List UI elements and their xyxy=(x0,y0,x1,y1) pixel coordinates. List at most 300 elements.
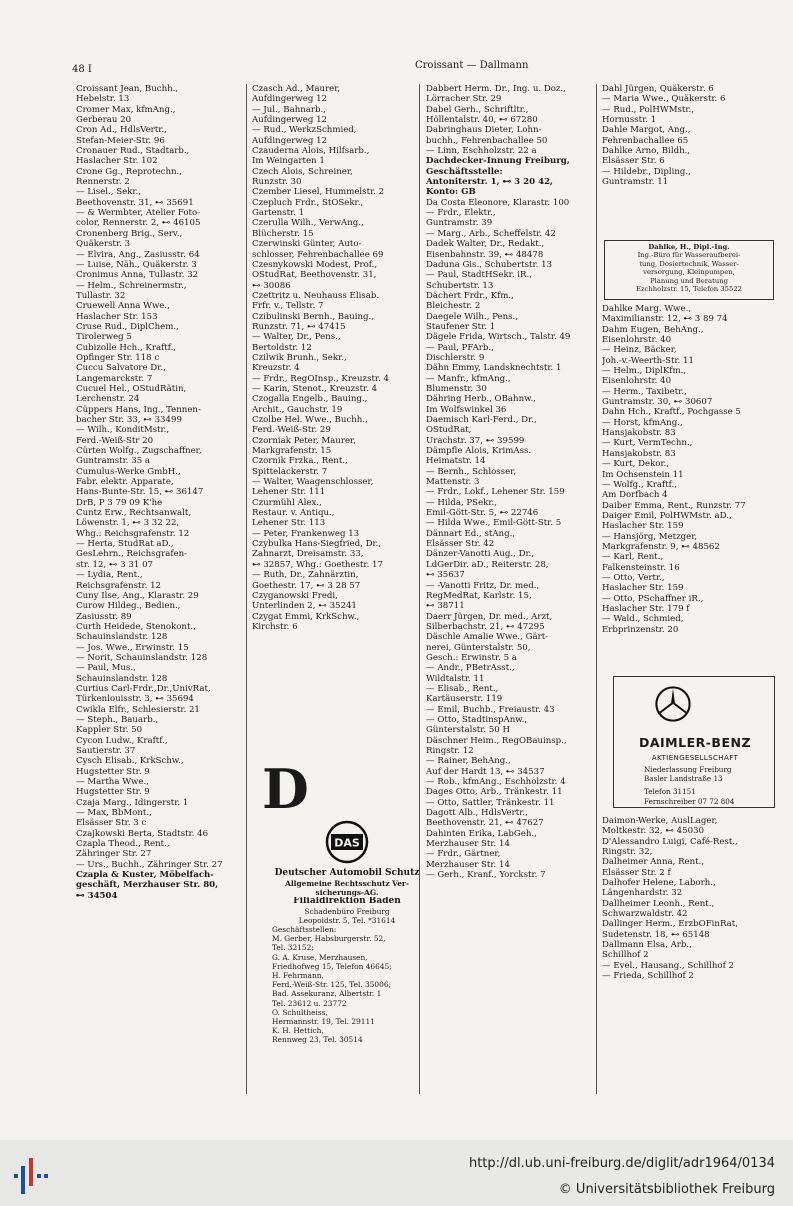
ad-line: Hermannstr. 19, Tel. 29111 xyxy=(272,1017,375,1027)
das-logo-text: DAS xyxy=(334,836,360,850)
directory-entry-line: Czepluch Frdr., StOSekr., xyxy=(252,197,364,208)
directory-entry-line: ⊷ 32857, Whg.: Goethestr. 17 xyxy=(252,559,383,570)
daimler-subtitle: AKTIENGESELLSCHAFT xyxy=(651,753,739,762)
directory-entry-line: Dadek Walter, Dr., Redakt., xyxy=(426,239,545,250)
directory-entry-line: — Frdr., RegOInsp., Kreuzstr. 4 xyxy=(252,373,390,384)
directory-entry-line: — Paul, Mus., xyxy=(76,663,136,674)
directory-entry-line: Guntramstr. 35 a xyxy=(76,456,151,467)
directory-entry-line: Silberbachstr. 21, ⊷ 47295 xyxy=(426,621,545,632)
directory-entry-line: Curtius Carl-Frdr.,Dr.,UnivRat, xyxy=(76,683,211,694)
ad-line: Leopoldstr. 5, Tel. *31614 xyxy=(298,915,396,925)
directory-entry-line: Dabbert Herm. Dr., Ing. u. Doz., xyxy=(426,84,566,94)
directory-entry-line: Czygat Emmi, KrkSchw., xyxy=(252,611,360,622)
directory-entry-line: Elsässer Str. 42 xyxy=(426,539,495,550)
directory-entry-line: Lörracher Str. 29 xyxy=(426,94,502,105)
directory-entry-line: Lehener Str. 111 xyxy=(252,487,326,498)
directory-entry-line: — Bernh., Schlosser, xyxy=(426,466,517,477)
ad-line: H. Fehrmann, xyxy=(272,971,324,981)
directory-entry-line: Joh.-v.-Weerth-Str. 11 xyxy=(602,355,694,366)
directory-entry-line: — Heinz, Bäcker, xyxy=(602,345,677,356)
directory-entry-line: Dages Otto, Arb., Tränkestr. 11 xyxy=(426,787,563,798)
ad-line: Planung und Beratung xyxy=(650,276,728,285)
ad-line: Filialdirektion Baden xyxy=(293,897,401,907)
directory-entry-line: Blücherstr. 15 xyxy=(252,228,314,239)
directory-entry-line: Cürten Wolfg., Zugschaffner, xyxy=(76,446,202,457)
directory-entry-line: Moltkestr. 32, ⊷ 45030 xyxy=(602,826,705,837)
directory-entry-line: Kirchstr. 6 xyxy=(252,621,298,632)
directory-entry-line: Czember Liesel, Hummelstr. 2 xyxy=(252,187,385,198)
directory-entry-line: Da Costa Eleonore, Klarastr. 100 xyxy=(426,197,570,208)
directory-entry-line: Markgrafenstr. 15 xyxy=(252,446,332,457)
directory-entry-line: Schwarzwaldstr. 42 xyxy=(602,909,688,920)
directory-entry-line: Mattenstr. 3 xyxy=(426,477,480,488)
directory-entry-line: Schauinslandstr. 128 xyxy=(76,673,168,684)
directory-entry-line: Sautierstr. 37 xyxy=(76,746,136,756)
directory-entry-line: Konto: GB xyxy=(426,187,476,198)
directory-entry-line: DrB, P 3 79 09 K'he xyxy=(76,497,163,508)
directory-entry-line: Dagott Alb., HdlsVertr., xyxy=(426,808,528,819)
directory-entry-line: Schubertstr. 13 xyxy=(426,280,494,291)
directory-entry-line: Dischlerstr. 9 xyxy=(426,352,485,363)
directory-entry-line: Schillhof 2 xyxy=(602,950,649,961)
directory-entry-line: Ringstr. 32, xyxy=(602,847,653,858)
directory-entry-line: Markgrafenstr. 9, ⊷ 48562 xyxy=(602,541,720,552)
directory-entry-line: Daemisch Karl-Ferd., Dr., xyxy=(426,415,537,425)
directory-entry-line: — Marg., Arb., Scheffelstr. 42 xyxy=(426,228,556,239)
directory-entry-line: Kappler Str. 50 xyxy=(76,725,143,736)
directory-entry-line: Czajkowski Berta, Stadtstr. 46 xyxy=(76,828,209,839)
directory-entry-line: Hansjakobstr. 83 xyxy=(602,428,676,439)
ad-line: Rennweg 23, Tel. 30514 xyxy=(272,1035,363,1045)
directory-entry-line: — Otto, StadtinspAnw., xyxy=(426,714,528,725)
directory-entry-line: — Herta, StudRat aD., xyxy=(76,539,174,550)
ad-line: M. Gerber, Habsburgerstr. 52, xyxy=(272,934,386,944)
directory-entry-line: — Karl, Rent., xyxy=(602,552,664,563)
directory-entry-line: Fabr. elektr. Apparate, xyxy=(76,477,174,488)
directory-entry-line: Fehrenbachallee 65 xyxy=(602,135,689,146)
directory-entry-line: Whg.: Reichsgrafenstr. 12 xyxy=(76,528,190,539)
directory-entry-line: Hornusstr. 1 xyxy=(602,115,657,126)
directory-entry-line: Eisenlohrstr. 40 xyxy=(602,376,672,387)
directory-entry-line: Dabringhaus Dieter, Lohn- xyxy=(426,125,542,136)
directory-entry-line: — Hildebr., Dipling., xyxy=(602,166,691,177)
directory-entry-line: buchh., Fehrenbachallee 50 xyxy=(426,135,548,146)
directory-entry-line: — Peter, Frankenweg 13 xyxy=(252,528,360,539)
directory-entry-line: Daduna Gis., Schubertstr. 13 xyxy=(426,259,553,270)
ad-line: Dahlke, H., Dipl.-Ing. xyxy=(648,243,730,251)
directory-entry-line: Elsässer Str. 6 xyxy=(602,156,665,167)
directory-entry-line: Dähn Emmy, Landsknechtstr. 1 xyxy=(426,363,562,374)
directory-entry-line: — Norit, Schauinslandstr. 128 xyxy=(76,652,208,663)
directory-entry-line: Cuntz Erw., Rechtsanwalt, xyxy=(76,508,192,519)
directory-entry-line: Czapla Theod., Rent., xyxy=(76,839,170,850)
directory-entry-line: — Rob., kfmAng., Eschholzstr. 4 xyxy=(426,777,566,788)
directory-entry-line: bacher Str. 33, ⊷ 33499 xyxy=(76,415,182,425)
directory-entry-line: D'Alessandro Luigi, Café-Rest., xyxy=(602,836,738,847)
directory-entry-line: — Otto, PSchaffner iR., xyxy=(602,593,704,604)
directory-entry-line: Cruewell Anna Wwe., xyxy=(76,301,170,312)
dahlke-advertisement xyxy=(604,240,774,300)
directory-entry-line: Czolbe Hel. Wwe., Buchh., xyxy=(252,415,368,425)
directory-entry-line: Dahlke Marg. Wwe., xyxy=(602,304,692,314)
directory-entry-line: Eisenbahnstr. 39, ⊷ 48478 xyxy=(426,249,544,260)
directory-entry-line: Crone Gg., Reprotechn., xyxy=(76,166,182,177)
directory-column-4c xyxy=(602,816,782,982)
directory-entry-line: — Ruth, Dr., Zahnärztin, xyxy=(252,570,359,581)
directory-column-4a xyxy=(602,84,782,187)
directory-entry-line: Daiber Emma, Rent., Runzstr. 77 xyxy=(602,500,746,511)
directory-entry-line: — Evel., Hausang., Schillhof 2 xyxy=(602,960,734,971)
directory-entry-line: Heimatstr. 14 xyxy=(426,456,486,467)
directory-entry-line: — Hilda, PSekr., xyxy=(426,497,497,508)
ad-line: Friedhofweg 15, Telefon 46645; xyxy=(272,961,392,971)
directory-entry-line: Aufdingerweg 12 xyxy=(252,135,328,146)
directory-entry-line: Beethovenstr. 21, ⊷ 47627 xyxy=(426,818,544,829)
directory-entry-line: Daiger Emil, PolHWMstr. aD., xyxy=(602,510,732,521)
directory-entry-line: Czurmühl Alex., xyxy=(252,497,322,508)
directory-entry-line: Merzhauser Str. 14 xyxy=(426,859,510,870)
directory-entry-line: — Kurt, VermTechn., xyxy=(602,438,693,449)
directory-entry-line: Merzhauser Str. 14 xyxy=(426,839,510,850)
directory-entry-line: Cüppers Hans, Ing., Tennen- xyxy=(76,404,201,415)
directory-entry-line: Lehener Str. 113 xyxy=(252,518,326,529)
directory-entry-line: — Maria Wwe., Quäkerstr. 6 xyxy=(602,94,726,105)
directory-entry-line: Cuny Ilse, Ang., Klarastr. 29 xyxy=(76,590,199,601)
directory-entry-line: — Lydia, Rent., xyxy=(76,570,143,581)
directory-entry-line: Längenhardstr. 32 xyxy=(602,888,683,899)
directory-entry-line: Cycon Ludw., Kraftf., xyxy=(76,735,168,746)
directory-entry-line: — Linn, Eschholzstr. 22 a xyxy=(426,146,537,157)
directory-entry-line: Höllentalstr. 40, ⊷ 67280 xyxy=(426,115,538,126)
directory-entry-line: Czybulka Hans-Siegfried, Dr., xyxy=(252,539,382,550)
directory-entry-line: Hansjakobstr. 83 xyxy=(602,448,676,459)
directory-entry-line: — Lisel., Sekr., xyxy=(76,187,142,198)
directory-entry-line: Urachstr. 37, ⊷ 39599 xyxy=(426,435,525,446)
directory-entry-line: Dallheimer Leonh., Rent., xyxy=(602,898,715,909)
ad-line: G. A. Kruse, Merzhausen, xyxy=(272,952,368,962)
directory-entry-line: — Urs., Buchh., Zähringer Str. 27 xyxy=(76,859,223,870)
directory-entry-line: Czech Alois, Schreiner, xyxy=(252,166,353,177)
directory-entry-line: — Frdr., Lokf., Lehener Str. 159 xyxy=(426,487,565,498)
directory-entry-line: Haslacher Str. 102 xyxy=(76,156,158,167)
ad-line: Ezchholzstr. 15, Telefon 35522 xyxy=(636,285,742,294)
directory-entry-line: Dänzer-Vanotti Aug., Dr., xyxy=(426,549,535,560)
directory-entry-line: Auf der Hardt 13, ⊷ 34537 xyxy=(426,766,545,777)
directory-entry-line: Ferd.-Weiß-Str. 29 xyxy=(252,425,331,436)
directory-entry-line: Runzstr. 71, ⊷ 47415 xyxy=(252,321,346,332)
directory-entry-line: Restaur. v. Antiqu., xyxy=(252,508,335,519)
directory-entry-line: Guntramstr. 39 xyxy=(426,218,493,229)
directory-entry-line: Türkenlouisstr. 3, ⊷ 35694 xyxy=(76,694,194,705)
directory-entry-line: Gartenstr. 1 xyxy=(252,208,305,219)
directory-entry-line: — Rainer, BehAng., xyxy=(426,756,511,767)
directory-entry-line: Haslacher Str. 159 xyxy=(602,521,684,532)
directory-entry-line: Croissant Jean, Buchh., xyxy=(76,84,179,94)
directory-entry-line: Cronauer Rud., Stadtarb., xyxy=(76,146,190,157)
directory-entry-line: — Wald., Schmied, xyxy=(602,614,684,625)
directory-entry-line: Däschle Amalie Wwe., Gärt- xyxy=(426,632,549,643)
directory-entry-line: Haslacher Str. 179 f xyxy=(602,603,690,614)
directory-entry-line: ⊷ 30086 xyxy=(252,280,291,291)
directory-entry-line: Günterstalstr. 50 H xyxy=(426,725,510,736)
ad-line: Tel. 32152; xyxy=(272,943,314,953)
directory-entry-line: Runzstr. 30 xyxy=(252,177,302,188)
directory-entry-line: Czornik Frzka., Rent., xyxy=(252,456,348,467)
section-letter: D xyxy=(262,757,309,821)
directory-entry-line: Im Wolfswinkel 36 xyxy=(426,404,507,415)
directory-entry-line: Elsässer Str. 3 c xyxy=(76,818,147,829)
das-logo xyxy=(325,820,369,864)
directory-entry-line: Frfr. v., Tellstr. 7 xyxy=(252,301,324,312)
directory-entry-line: Dahinten Erika, LabGeh., xyxy=(426,828,537,839)
ad-line: Telefon 31151 xyxy=(644,787,696,797)
directory-entry-line: Dahlke Arno, Bildh., xyxy=(602,146,691,157)
directory-entry-line: Guntramstr. 11 xyxy=(602,177,669,188)
directory-entry-line: Dägele Frida, Wirtsch., Talstr. 49 xyxy=(426,332,571,343)
directory-entry-line: Czyganowski Fredi, xyxy=(252,590,338,601)
directory-column-1 xyxy=(76,84,242,901)
das-advertisement xyxy=(272,820,422,1084)
ad-line: sicherungs-AG. xyxy=(315,888,379,898)
directory-entry-line: Dächert Frdr., Kfm., xyxy=(426,290,514,301)
directory-entry-line: Hebelstr. 13 xyxy=(76,94,130,105)
directory-entry-line: Ferd.-Weiß-Str 20 xyxy=(76,435,154,446)
directory-entry-line: — Emil, Buchb., Freiaustr. 43 xyxy=(426,704,555,715)
directory-entry-line: Eisenlohrstr. 40 xyxy=(602,335,672,346)
directory-entry-line: Haslacher Str. 159 xyxy=(602,583,684,594)
directory-entry-line: Dalheimer Anna, Rent., xyxy=(602,857,705,868)
ad-line: O. Schultheiss, xyxy=(272,1007,328,1017)
directory-entry-line: Gerberau 20 xyxy=(76,115,132,126)
directory-entry-line: — Helm., Schreinermstr., xyxy=(76,280,187,291)
directory-entry-line: Geschäftsstelle: xyxy=(426,166,503,177)
directory-entry-line: Antoniterstr. 1, ⊷ 3 20 42, xyxy=(426,177,554,188)
directory-entry-line: — Wilh., KonditMstr., xyxy=(76,425,170,436)
directory-entry-line: Beethovenstr. 31, ⊷ 35691 xyxy=(76,197,194,208)
directory-entry-line: Kreuzstr. 4 xyxy=(252,363,300,374)
directory-entry-line: Dämpfle Alois, KrimAss. xyxy=(426,446,532,457)
directory-entry-line: — Horst, kfmAng., xyxy=(602,417,683,428)
directory-entry-line: color, Rennerstr. 2, ⊷ 46105 xyxy=(76,218,201,229)
directory-entry-line: — Elvira, Ang., Zasiusstr. 64 xyxy=(76,249,200,260)
directory-entry-line: — Luise, Näh., Quäkerstr. 3 xyxy=(76,259,197,270)
directory-entry-line: Quäkerstr. 3 xyxy=(76,239,131,250)
ad-line: Fernschreiber 07 72 804 xyxy=(644,796,735,806)
directory-entry-line: Löwenstr. 1, ⊷ 3 32 22, xyxy=(76,518,180,529)
directory-entry-line: Hugstetter Str. 9 xyxy=(76,766,150,777)
directory-entry-line: Czesnykowski Modest, Prof., xyxy=(252,259,378,270)
directory-entry-line: Cysch Elisab., KrkSchw., xyxy=(76,756,184,767)
ad-line: Allgemeine Rechtsschutz Ver- xyxy=(285,879,409,888)
directory-entry-line: Archit., Gauchstr. 19 xyxy=(252,404,343,415)
directory-entry-line: Cumulus-Werke GmbH., xyxy=(76,466,181,477)
ad-line: Schadenbüro Freiburg xyxy=(304,906,390,916)
directory-entry-line: Dahle Margot, Ang., xyxy=(602,125,691,136)
directory-entry-line: Dännart Ed., stAng., xyxy=(426,528,516,539)
directory-entry-line: Hugstetter Str. 9 xyxy=(76,787,150,798)
directory-entry-line: — Rud., PolHWMstr., xyxy=(602,104,695,115)
directory-entry-line: Dallmann Elsa, Arb., xyxy=(602,940,692,951)
directory-entry-line: — Walter, Dr., Pens., xyxy=(252,332,341,343)
directory-entry-line: — Jul., Bahnarb., xyxy=(252,104,326,115)
directory-entry-line: — Manfr., kfmAng., xyxy=(426,373,511,384)
directory-entry-line: — Otto, Vertr., xyxy=(602,572,665,583)
daimler-name: DAIMLER-BENZ xyxy=(638,735,752,750)
directory-entry-line: Haslacher Str. 153 xyxy=(76,311,158,322)
directory-entry-line: Falkensteinstr. 16 xyxy=(602,562,680,573)
ad-line: versorgung, Kleinpumpen, xyxy=(643,268,735,277)
directory-entry-line: Guntramstr. 30, ⊷ 30607 xyxy=(602,397,713,408)
ad-line: Ing.-Büro für Wasseraufberei- xyxy=(637,251,741,260)
directory-entry-line: Dachdecker-Innung Freiburg, xyxy=(426,156,570,167)
directory-entry-line: ⊷ 35637 xyxy=(426,570,465,581)
directory-entry-line: Langemarckstr. 7 xyxy=(76,373,153,384)
directory-entry-line: Czilwik Brunh., Sekr., xyxy=(252,352,347,363)
directory-entry-line: Elsässer Str. 2 f xyxy=(602,867,671,878)
directory-entry-line: Däschner Heim., RegOBauinsp., xyxy=(426,735,567,746)
directory-entry-line: Cucuel Hel., OStudRätin, xyxy=(76,383,187,394)
directory-entry-line: Curow Hildeg., Bedien., xyxy=(76,601,181,612)
directory-entry-line: Czauderna Alois, Hilfsarb., xyxy=(252,146,370,157)
directory-entry-line: Zasiusstr. 89 xyxy=(76,611,132,622)
directory-entry-line: Zahnarzt, Dreisamstr. 33, xyxy=(252,549,364,560)
directory-entry-line: Im Weingarten 1 xyxy=(252,156,325,167)
directory-entry-line: Cruse Rud., DiplChem., xyxy=(76,321,179,332)
directory-entry-line: Bleichestr. 2 xyxy=(426,301,481,312)
directory-entry-line: Dabel Gerh., Schriftltr., xyxy=(426,104,529,115)
directory-entry-line: Im Ochsenstein 11 xyxy=(602,469,684,480)
directory-entry-line: Am Dorfbach 4 xyxy=(602,490,668,501)
page-number: 48 I xyxy=(72,64,92,75)
directory-entry-line: Goethestr. 17, ⊷ 3 28 57 xyxy=(252,580,361,591)
directory-entry-line: Aufdingerweg 12 xyxy=(252,115,328,126)
directory-entry-line: — Rud., WerkzSchmied, xyxy=(252,125,357,136)
directory-entry-line: — Otto, Sattler, Tränkestr. 11 xyxy=(426,797,555,808)
directory-entry-line: — Frieda, Schillhof 2 xyxy=(602,971,694,982)
directory-entry-line: — Elisab., Rent., xyxy=(426,683,499,694)
directory-entry-line: Unterlinden 2, ⊷ 35241 xyxy=(252,601,357,612)
directory-entry-line: — Paul, PFArb., xyxy=(426,342,494,353)
directory-entry-line: Czibulinski Bernh., Bauing., xyxy=(252,311,375,322)
directory-entry-line: — Jos. Wwe., Erwinstr. 15 xyxy=(76,642,189,653)
directory-entry-line: Czaja Marg., Idingerstr. 1 xyxy=(76,797,189,808)
directory-entry-line: Curth Heidede, Stenokont., xyxy=(76,621,196,632)
directory-entry-line: Cronimus Anna, Tullastr. 32 xyxy=(76,270,199,281)
directory-entry-line: Czettritz u. Neuhauss Elisab. xyxy=(252,290,380,301)
ad-line: Deutscher Automobil Schutz xyxy=(274,868,420,878)
directory-entry-line: Czasch Ad., Maurer, xyxy=(252,84,341,94)
directory-entry-line: — Walter, Waagenschlosser, xyxy=(252,477,374,488)
directory-entry-line: Czerulla Wilh., VerwAng., xyxy=(252,218,364,229)
directory-column-4b xyxy=(602,304,782,635)
directory-entry-line: Cromer Max, kfmAng., xyxy=(76,104,176,115)
directory-entry-line: Emil-Gött-Str. 5, ⊷ 22746 xyxy=(426,508,539,519)
daimler-benz-advertisement xyxy=(613,676,775,808)
directory-entry-line: — Frdr., Gärtner, xyxy=(426,849,501,860)
directory-entry-line: — Martha Wwe., xyxy=(76,777,149,788)
directory-entry-line: Cwikla Elfr., Schlesierstr. 21 xyxy=(76,704,200,715)
directory-entry-line: OStudRat, xyxy=(426,425,472,436)
directory-entry-line: — & Wermbter, Atelier Foto- xyxy=(76,208,201,219)
directory-entry-line: Cubizolle Hch., Kraftf., xyxy=(76,342,177,353)
directory-entry-line: Bertoldstr. 12 xyxy=(252,342,312,353)
directory-entry-line: Tirolerweg 5 xyxy=(76,332,132,343)
directory-entry-line: Tullastr. 32 xyxy=(76,290,126,301)
ad-line: K. H. Hettich, xyxy=(272,1026,324,1036)
directory-entry-line: Czorniak Peter, Maurer, xyxy=(252,435,356,446)
directory-column-2 xyxy=(252,84,414,632)
directory-entry-line: Ringstr. 12 xyxy=(426,746,474,756)
ad-line: Geschäftsstellen: xyxy=(272,925,337,935)
directory-entry-line: Kartäuserstr. 119 xyxy=(426,694,503,705)
directory-entry-line: — Wolfg., Kraftf., xyxy=(602,479,677,490)
directory-entry-line: Gesch.: Erwinstr. 5 a xyxy=(426,652,517,663)
directory-entry-line: Aufdingerweg 12 xyxy=(252,94,328,105)
ad-line: Ferd.-Weiß-Str. 125, Tel. 35006; xyxy=(272,980,392,990)
directory-entry-line: str. 12, ⊷ 3 31 07 xyxy=(76,559,154,570)
directory-entry-line: Opfinger Str. 118 c xyxy=(76,352,160,363)
directory-entry-line: ⊷ 34504 xyxy=(76,890,118,901)
directory-entry-line: Spittelackerstr. 7 xyxy=(252,466,328,477)
directory-entry-line: Staufener Str. 1 xyxy=(426,321,496,332)
directory-entry-line: Hans-Bunte-Str. 15, ⊷ 36147 xyxy=(76,487,204,498)
directory-entry-line: Cron Ad., HdlsVertr., xyxy=(76,125,167,136)
copyright-text: © Universitätsbibliothek Freiburg xyxy=(558,1182,775,1197)
directory-entry-line: Czerwinski Günter, Auto- xyxy=(252,239,362,250)
directory-entry-line: nerei, Günterstalstr. 50, xyxy=(426,642,531,653)
directory-entry-line: Czogalla Engelb., Bauing., xyxy=(252,394,368,405)
directory-entry-line: Daerr Jürgen, Dr. med., Arzt, xyxy=(426,611,553,622)
directory-entry-line: Erbprinzenstr. 20 xyxy=(602,624,679,635)
directory-entry-line: RegMedRat, Karlstr. 15, xyxy=(426,590,532,601)
footer-bar xyxy=(0,1140,793,1206)
directory-entry-line: Daegele Wilh., Pens., xyxy=(426,311,519,322)
directory-entry-line: Dahl Jürgen, Quäkerstr. 6 xyxy=(602,84,714,94)
directory-entry-line: Lerchenstr. 24 xyxy=(76,394,140,405)
directory-entry-line: Rennerstr. 2 xyxy=(76,177,130,188)
directory-entry-line: geschäft, Merzhauser Str. 80, xyxy=(76,880,219,891)
directory-entry-line: Dalhofer Helene, Laborh., xyxy=(602,878,716,889)
ub-freiburg-logo-icon xyxy=(12,1156,50,1196)
directory-entry-line: Stefan-Meier-Str. 96 xyxy=(76,135,165,146)
directory-entry-line: Sudetenstr. 18, ⊷ 65148 xyxy=(602,929,710,940)
directory-entry-line: LdGerDir. aD., Reiterstr. 28, xyxy=(426,559,549,570)
page-header xyxy=(60,58,780,74)
ad-line: Basler Landstraße 13 xyxy=(644,774,723,784)
directory-entry-line: — Steph., Bauarb., xyxy=(76,714,159,725)
directory-entry-line: — Paul, StadtHSekr. iR., xyxy=(426,270,532,281)
mercedes-star-logo xyxy=(654,685,692,723)
permalink-url[interactable]: http://dl.ub.uni-freiburg.de/diglit/adr1964/0134 xyxy=(468,1156,775,1171)
page-title: Croissant — Dallmann xyxy=(415,60,529,71)
directory-entry-line: Dallinger Herm., ErzbOFinRat, xyxy=(602,919,738,930)
directory-entry-line: — Max, BbMont., xyxy=(76,808,152,819)
directory-entry-line: Zähringer Str. 27 xyxy=(76,849,152,860)
directory-entry-line: — Helm., DiplKfm., xyxy=(602,366,687,377)
directory-entry-line: Daimon-Werke, AuslLager, xyxy=(602,816,718,826)
directory-entry-line: Cuccu Salvatore Dr., xyxy=(76,363,166,374)
ad-line: Niederlassung Freiburg xyxy=(644,765,732,774)
directory-column-3 xyxy=(426,84,598,880)
directory-entry-line: — Herm., Taxibetr., xyxy=(602,386,687,397)
directory-entry-line: GesLehrn., Reichsgrafen- xyxy=(76,549,188,560)
directory-entry-line: Maximilianstr. 12, ⊷ 3 89 74 xyxy=(602,314,728,325)
directory-entry-line: Cronenberg Brig., Serv., xyxy=(76,228,183,239)
directory-entry-line: — Hilda Wwe., Emil-Gött-Str. 5 xyxy=(426,518,562,529)
directory-entry-line: Dähring Herb., OBahnw., xyxy=(426,394,536,405)
directory-entry-line: — -Vanotti Fritz, Dr. med., xyxy=(426,580,540,591)
directory-entry-line: Wildtalstr. 11 xyxy=(426,673,485,684)
